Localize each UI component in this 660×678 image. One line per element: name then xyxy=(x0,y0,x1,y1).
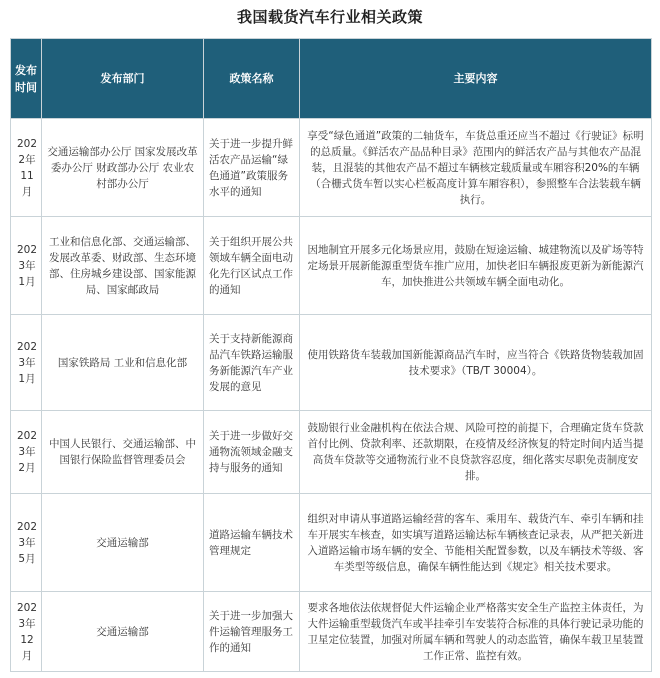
row-dept: 工业和信息化部、交通运输部、发展改革委、财政部、生态环境部、住房城乡建设部、国家能源局、国家邮政局 xyxy=(42,217,204,315)
row-policy-name: 关于进一步做好交通物流领域金融支持与服务的通知 xyxy=(204,411,300,494)
row-policy-name: 关于组织开展公共领域车辆全面电动化先行区试点工作的通知 xyxy=(204,217,300,315)
row-content: 因地制宜开展多元化场景应用，鼓励在短途运输、城建物流以及矿场等特定场景开展新能源重型货车推广应用，加快老旧车辆报废更新为新能源汽车，加快推进公共领域车辆全面电动化。 xyxy=(300,217,652,315)
header-date: 发布时间 xyxy=(11,39,42,119)
row-date: 2023年12月 xyxy=(11,592,42,672)
row-policy-name: 道路运输车辆技术管理规定 xyxy=(204,494,300,592)
table-row xyxy=(11,592,652,672)
header-name: 政策名称 xyxy=(204,39,300,119)
table-row xyxy=(11,411,652,494)
row-policy-name: 关于进一步加强大件运输管理服务工作的通知 xyxy=(204,592,300,672)
row-date: 2023年2月 xyxy=(11,411,42,494)
page-title: 我国载货汽车行业相关政策 xyxy=(236,8,423,26)
header-dept: 发布部门 xyxy=(42,39,204,119)
header-content: 主要内容 xyxy=(300,39,652,119)
table-header-row xyxy=(11,39,652,119)
row-date: 2023年1月 xyxy=(11,217,42,315)
row-dept: 国家铁路局 工业和信息化部 xyxy=(42,315,204,411)
table-row xyxy=(11,315,652,411)
row-content: 使用铁路货车装载加国新能源商品汽车时，应当符合《铁路货物装载加固技术要求》（TB/T 30004）。 xyxy=(300,315,652,411)
row-dept: 交通运输部 xyxy=(42,494,204,592)
table-row xyxy=(11,119,652,217)
row-policy-name: 关于进一步提升鲜活农产品运输“绿色通道”政策服务水平的通知 xyxy=(204,119,300,217)
table-row xyxy=(11,494,652,592)
row-date: 2023年1月 xyxy=(11,315,42,411)
row-content: 组织对申请从事道路运输经营的客车、乘用车、载货汽车、牵引车辆和挂车开展实车核查，如实填写道路运输达标车辆核查记录表，从严把关新进入道路运输市场车辆的安全、节能相关配置参数，以及车辆技术等级、客车类型等级信息，确保车辆性能达到《规定》相关技术要求。 xyxy=(300,494,652,592)
row-dept: 交通运输部 xyxy=(42,592,204,672)
row-date: 2022年11月 xyxy=(11,119,42,217)
row-dept: 中国人民银行、交通运输部、中国银行保险监督管理委员会 xyxy=(42,411,204,494)
row-dept: 交通运输部办公厅 国家发展改革委办公厅 财政部办公厅 农业农村部办公厅 xyxy=(42,119,204,217)
table-row xyxy=(11,217,652,315)
policy-table xyxy=(10,38,652,672)
row-content: 鼓励银行业金融机构在依法合规、风险可控的前提下，合理确定货车贷款首付比例、贷款利率、还款期限，在疫情及经济恢复的特定时间内适当提高货车贷款等交通物流行业不良贷款容忍度，细化落实尽职免责制度安排。 xyxy=(300,411,652,494)
row-content: 享受“绿色通道”政策的二轴货车，车货总重还应当不超过《行驶证》标明的总质量。《鲜活农产品品种目录》范围内的鲜活农产品与其他农产品混装，且混装的其他农产品不超过车辆核定载质量或车厢容积20%的车辆（合栅式货车暂以实心栏板高度计算车厢容积），参照整车合法装载车辆执行。 xyxy=(300,119,652,217)
row-date: 2023年5月 xyxy=(11,494,42,592)
row-policy-name: 关于支持新能源商品汽车铁路运输服务新能源汽车产业发展的意见 xyxy=(204,315,300,411)
row-content: 要求各地依法依规督促大件运输企业严格落实安全生产监控主体责任，为大件运输重型载货汽车或半挂牵引车安装符合标准的具体行驶记录功能的卫星定位装置，加强对所属车辆和驾驶人的动态监管，确保车载卫星装置工作正常、监控有效。 xyxy=(300,592,652,672)
